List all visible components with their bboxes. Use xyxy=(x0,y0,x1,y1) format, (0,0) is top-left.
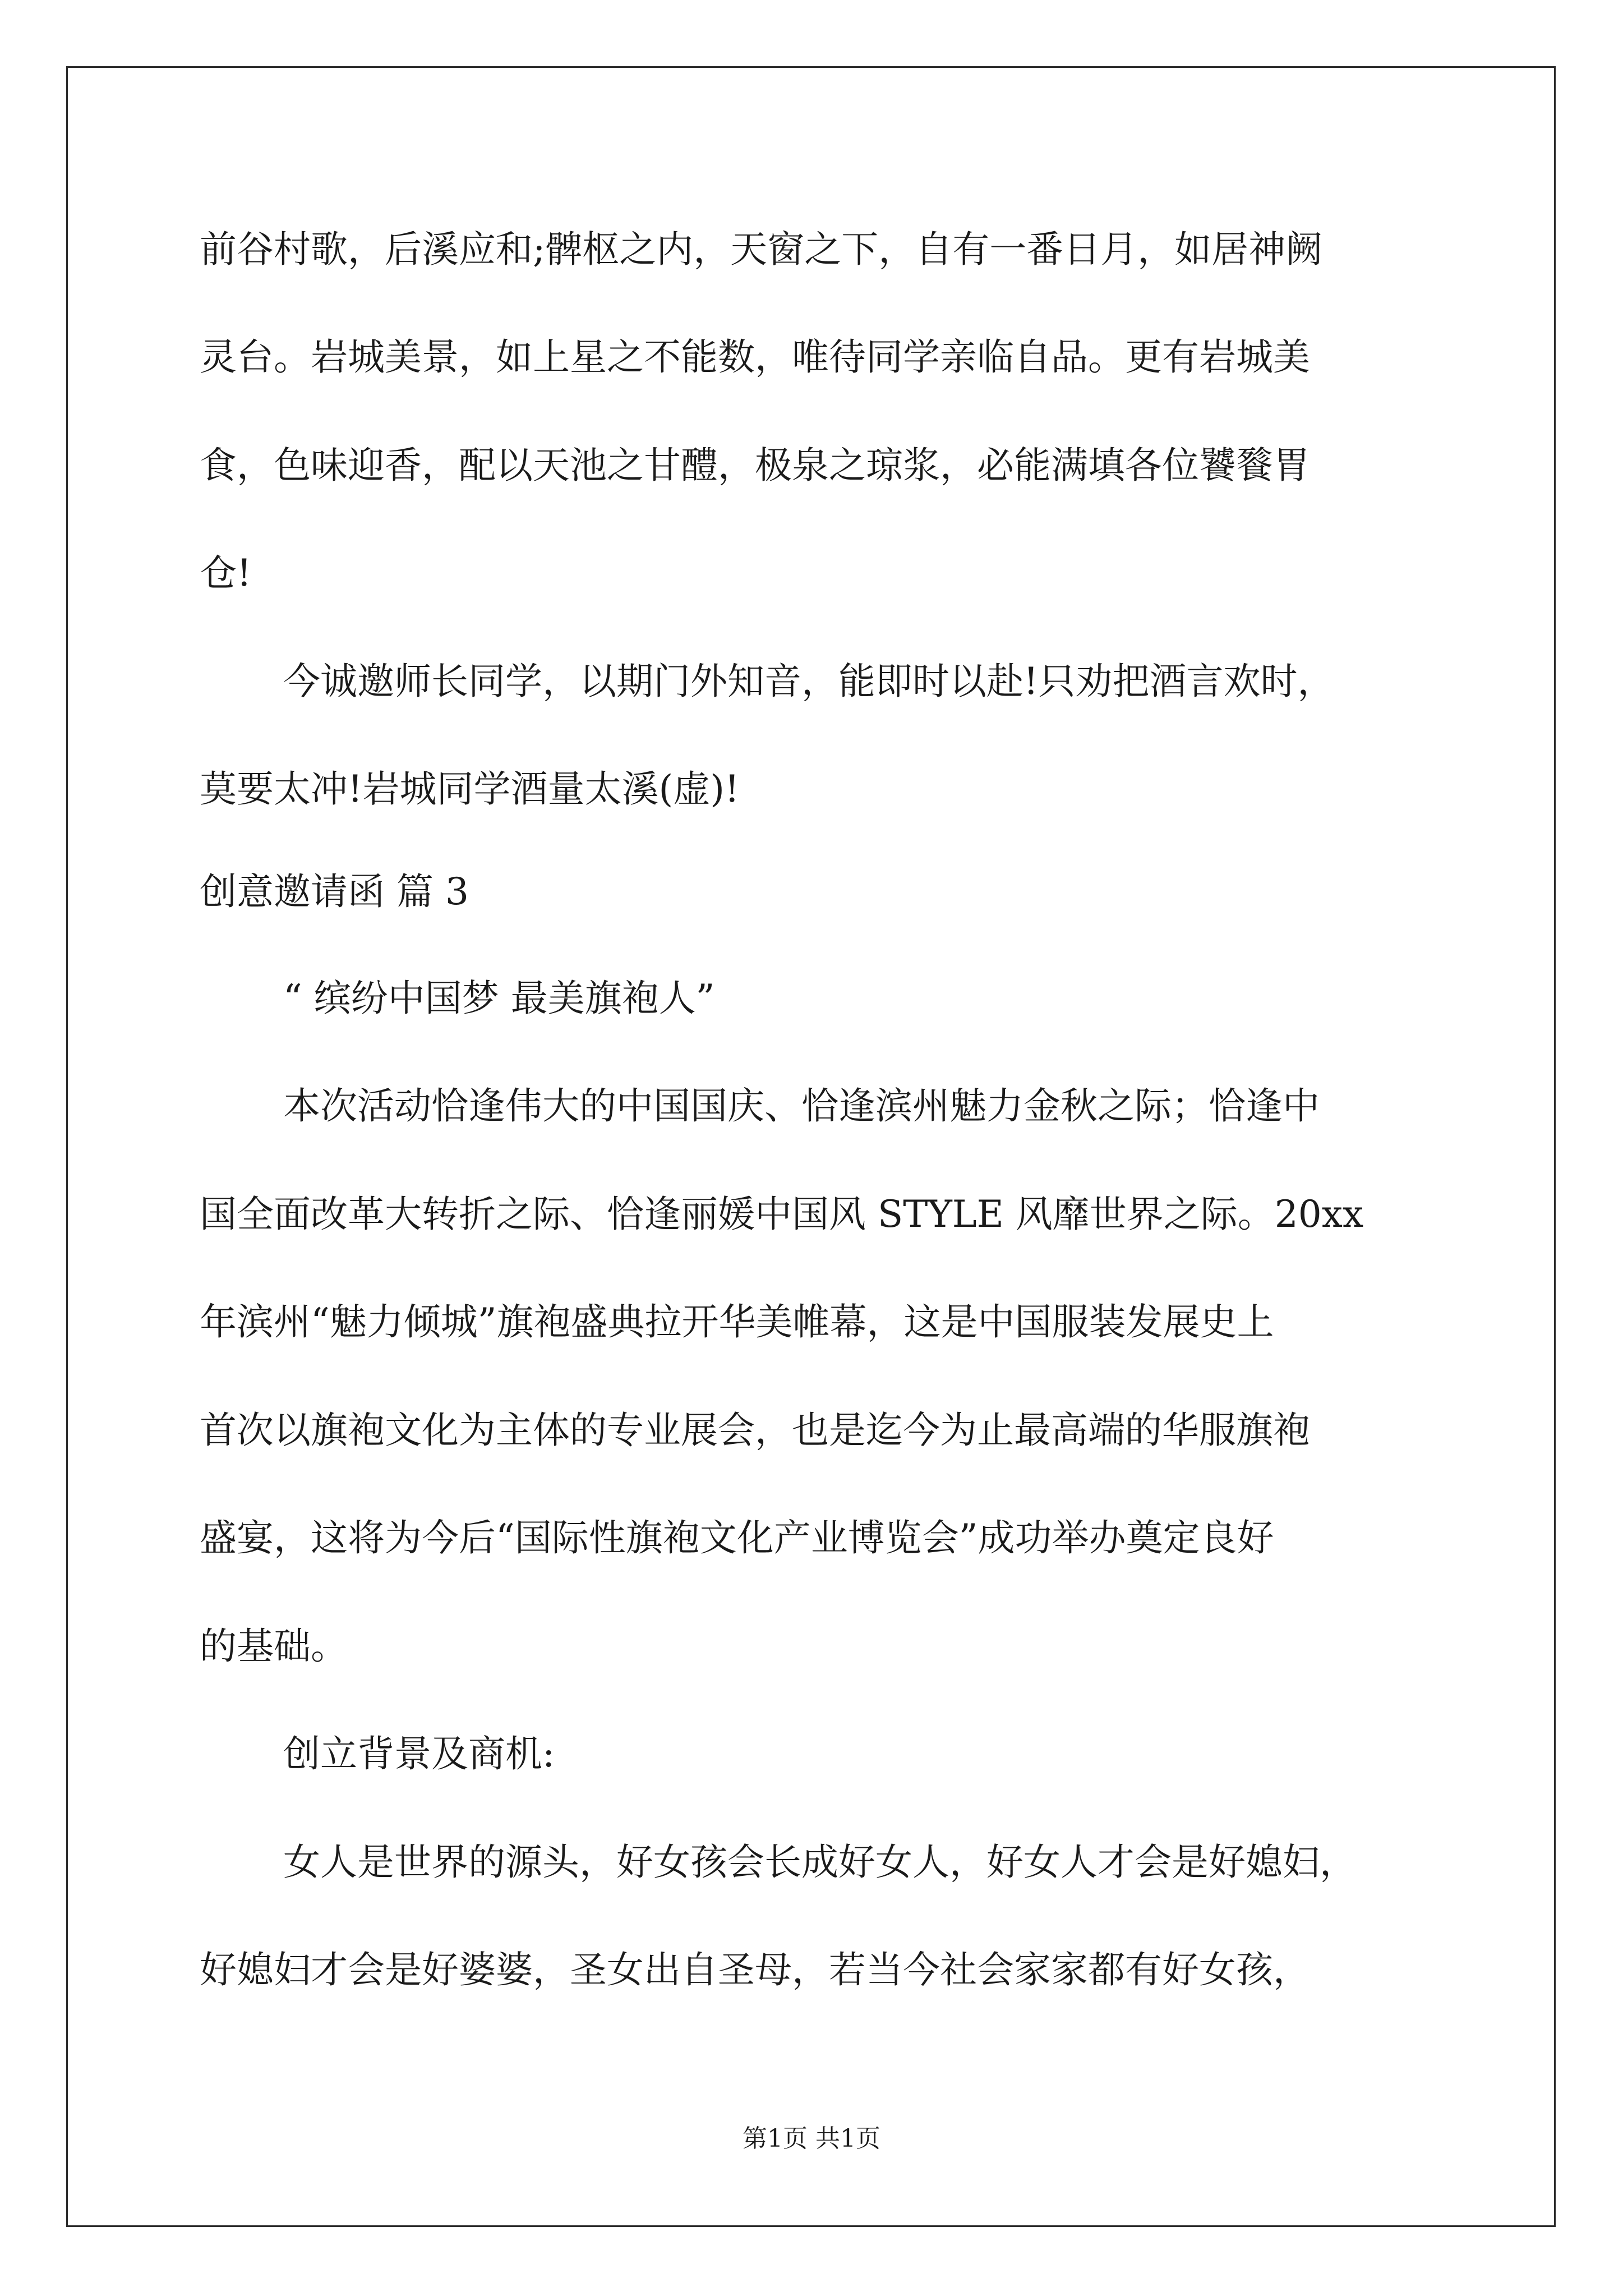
paragraph-line: 女人是世界的源头，好女孩会长成好女人，好女人才会是好媳妇， xyxy=(283,1841,1357,1884)
subsection-heading: 创立背景及商机: xyxy=(283,1732,555,1775)
paragraph-line: 的基础。 xyxy=(200,1625,348,1668)
paragraph-line: 年滨州“魅力倾城”旗袍盛典拉开华美帷幕，这是中国服装发展史上 xyxy=(200,1300,1274,1343)
paragraph-line: 国全面改革大转折之际、恰逢丽媛中国风 STYLE 风靡世界之际。20xx xyxy=(200,1193,1364,1236)
paragraph-line: 今诚邀师长同学，以期门外知音，能即时以赴!只劝把酒言欢时， xyxy=(283,660,1335,703)
paragraph-line: 本次活动恰逢伟大的中国国庆、恰逢滨州魅力金秋之际；恰逢中 xyxy=(283,1084,1320,1128)
paragraph-line: 好媳妇才会是好婆婆，圣女出自圣母，若当今社会家家都有好女孩， xyxy=(200,1948,1310,1991)
paragraph-line: 首次以旗袍文化为主体的专业展会，也是迄今为止最高端的华服旗袍 xyxy=(200,1409,1310,1452)
page-border xyxy=(66,66,1556,2227)
paragraph-line: 莫要太冲!岩城同学酒量太溪(虚)! xyxy=(200,767,740,811)
paragraph-line: 盛宴，这将为今后“国际性旗袍文化产业博览会”成功举办奠定良好 xyxy=(200,1516,1274,1559)
paragraph-line: 前谷村歌，后溪应和;髀枢之内，天窗之下，自有一番日月，如居神阙 xyxy=(200,228,1323,271)
paragraph-line: 仓! xyxy=(200,551,252,595)
event-title: “ 缤纷中国梦 最美旗袍人” xyxy=(283,977,715,1020)
section-heading: 创意邀请函 篇 3 xyxy=(200,870,469,913)
paragraph-line: 灵台。岩城美景，如上星之不能数，唯待同学亲临自品。更有岩城美 xyxy=(200,335,1310,379)
page-footer: 第1页 共1页 xyxy=(743,2124,880,2153)
paragraph-line: 食，色味迎香，配以天池之甘醴，极泉之琼浆，必能满填各位饕餮胃 xyxy=(200,444,1310,487)
